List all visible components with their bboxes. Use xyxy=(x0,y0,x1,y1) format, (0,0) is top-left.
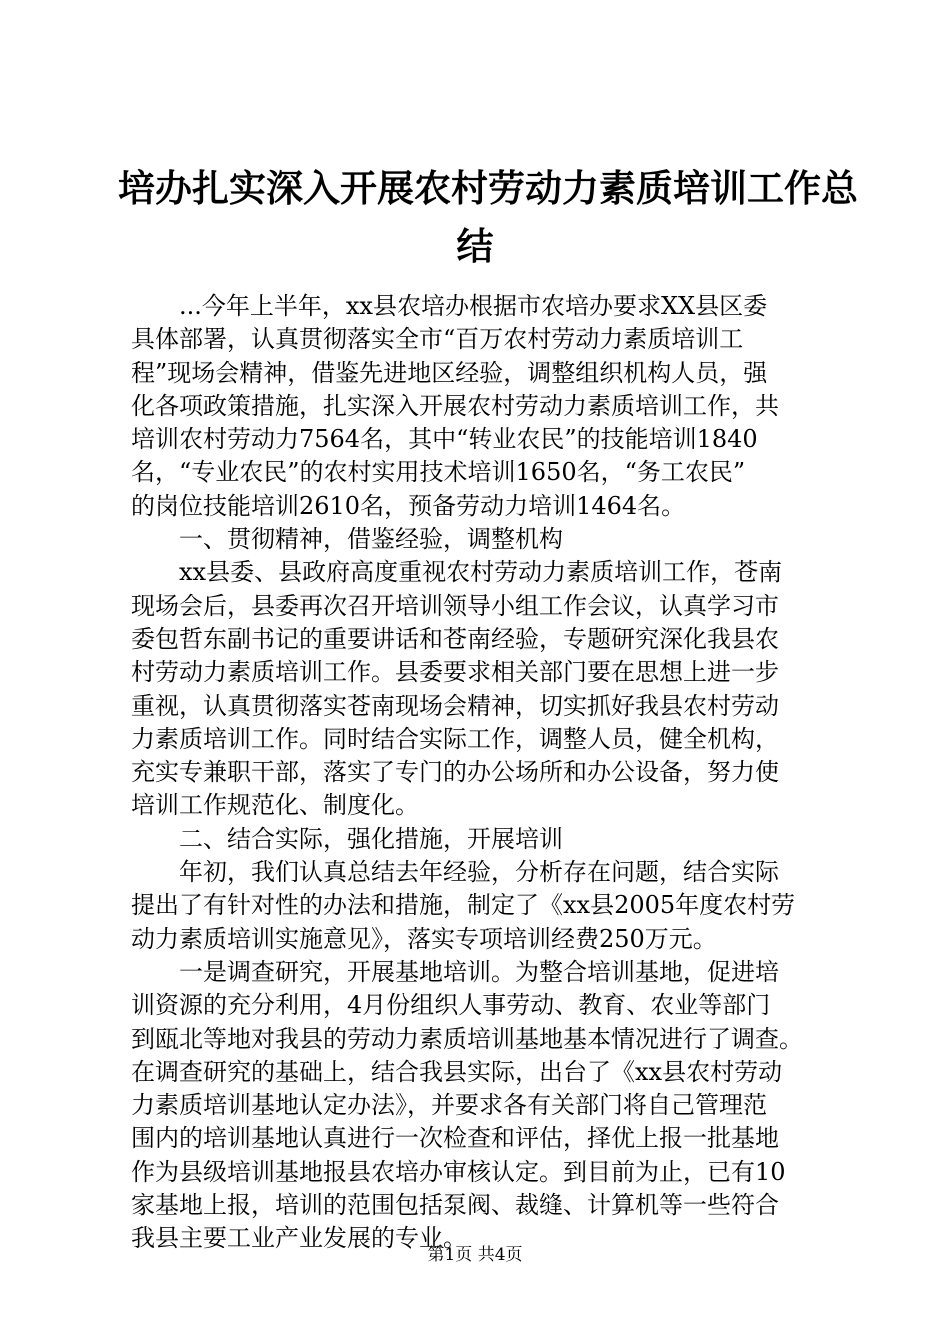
paragraph-line: 力素质培训工作。同时结合实际工作，调整人员，健全机构， xyxy=(131,724,779,753)
paragraph-line: 家基地上报，培训的范围包括泵阀、裁缝、计算机等一些符合 xyxy=(131,1191,779,1220)
paragraph-line: 作为县级培训基地报县农培办审核认定。到目前为止，已有10 xyxy=(131,1157,786,1186)
paragraph-line: ...今年上半年，xx县农培办根据市农培办要求XX县区委 xyxy=(179,292,768,320)
paragraph-line: 年初，我们认真总结去年经验，分析存在问题，结合实际 xyxy=(179,858,779,887)
title-line-2: 结 xyxy=(456,225,494,268)
paragraph-line: 培训农村劳动力7564名，其中“转业农民”的技能培训1840 xyxy=(131,425,758,454)
page-footer xyxy=(0,1243,950,1267)
title-line-1: 培办扎实深入开展农村劳动力素质培训工作总 xyxy=(118,167,858,210)
document-title xyxy=(118,160,858,276)
paragraph-line: 动力素质培训实施意见》，落实专项培训经费250万元。 xyxy=(131,924,717,953)
paragraph-line: 我县主要工业产业发展的专业。 xyxy=(131,1224,467,1253)
paragraph-line: xx县委、县政府高度重视农村劳动力素质培训工作，苍南 xyxy=(179,558,783,587)
paragraph-line: 化各项政策措施，扎实深入开展农村劳动力素质培训工作，共 xyxy=(131,391,779,420)
paragraph-line: 村劳动力素质培训工作。县委要求相关部门要在思想上进一步 xyxy=(131,658,779,687)
section-heading-1: 一、贯彻精神，借鉴经验，调整机构 xyxy=(179,525,563,554)
paragraph-line: 围内的培训基地认真进行一次检查和评估，择优上报一批基地 xyxy=(131,1124,779,1153)
paragraph-line: 名，“专业农民”的农村实用技术培训1650名，“务工农民” xyxy=(131,458,746,487)
document-body xyxy=(131,290,831,1256)
paragraph-line: 在调查研究的基础上，结合我县实际，出台了《xx县农村劳动 xyxy=(131,1057,783,1086)
paragraph-line: 一是调查研究，开展基地培训。为整合培训基地，促进培 xyxy=(179,957,779,986)
paragraph-line: 具体部署，认真贯彻落实全市“百万农村劳动力素质培训工 xyxy=(131,325,744,354)
paragraph-line: 重视，认真贯彻落实苍南现场会精神，切实抓好我县农村劳动 xyxy=(131,691,779,720)
paragraph-line: 培训工作规范化、制度化。 xyxy=(131,791,419,820)
paragraph-line: 程”现场会精神，借鉴先进地区经验，调整组织机构人员，强 xyxy=(131,358,768,387)
paragraph-line: 现场会后，县委再次召开培训领导小组工作会议，认真学习市 xyxy=(131,591,779,620)
paragraph-line: 训资源的充分利用，4月份组织人事劳动、教育、农业等部门 xyxy=(131,991,771,1020)
page-number: 第1页 共4页 xyxy=(427,1245,523,1265)
paragraph-line: 委包哲东副书记的重要讲话和苍南经验，专题研究深化我县农 xyxy=(131,624,779,653)
section-heading-2: 二、结合实际，强化措施，开展培训 xyxy=(179,824,563,853)
paragraph-line: 到瓯北等地对我县的劳动力素质培训基地基本情况进行了调查。 xyxy=(131,1024,803,1053)
paragraph-line: 充实专兼职干部，落实了专门的办公场所和办公设备，努力使 xyxy=(131,758,779,787)
paragraph-line: 提出了有针对性的办法和措施，制定了《xx县2005年度农村劳 xyxy=(131,891,796,920)
paragraph-line: 力素质培训基地认定办法》，并要求各有关部门将自己管理范 xyxy=(131,1091,767,1120)
paragraph-line: 的岗位技能培训2610名，预备劳动力培训1464名。 xyxy=(131,491,686,520)
